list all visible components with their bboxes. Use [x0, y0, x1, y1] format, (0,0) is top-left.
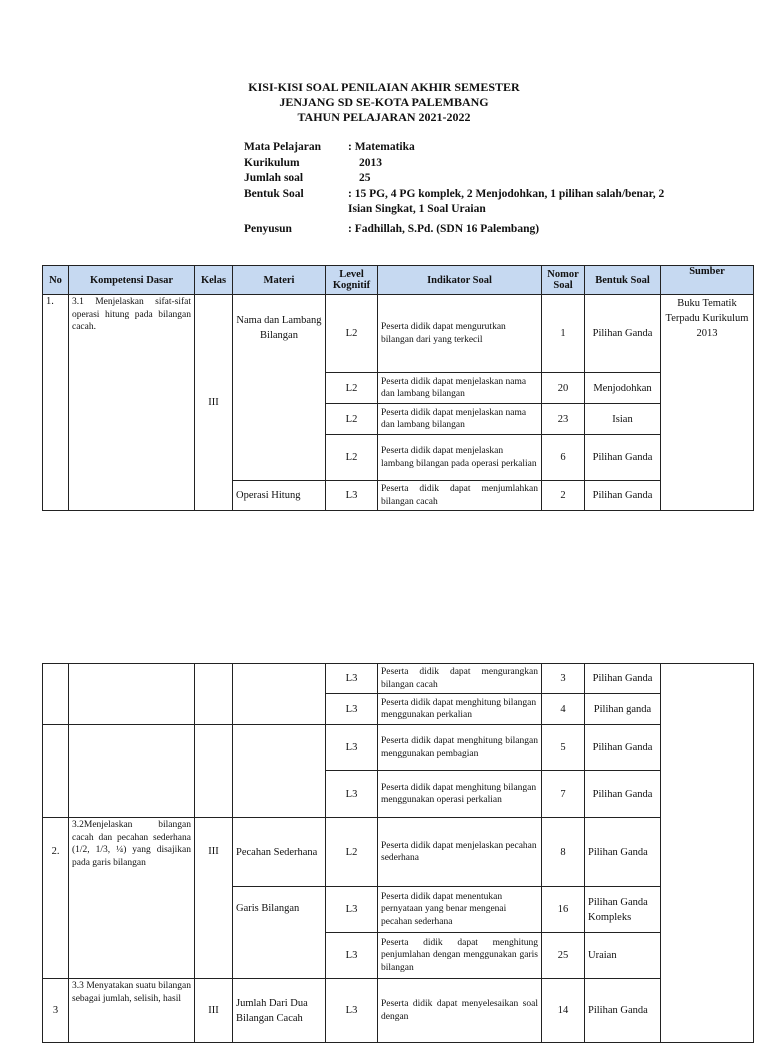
column-header: Level Kognitif — [326, 266, 378, 295]
table-row — [43, 664, 754, 694]
cell-nomor: 3 — [542, 664, 585, 694]
meta-value: 25 — [359, 172, 371, 184]
table-row — [43, 979, 754, 1043]
cell-indikator: Peserta didik dapat menjelaskan pecahan sederhana — [378, 818, 542, 887]
cell-kelas: III — [195, 818, 233, 979]
cell-bentuk: Pilihan Ganda — [585, 481, 661, 511]
kisi-table-page-1 — [42, 265, 754, 511]
cell-nomor: 8 — [542, 818, 585, 887]
cell-indikator: Peserta didik dapat menghitung penjumlahan dengan menggunakan garis bilangan — [378, 933, 542, 979]
cell-no: 3 — [43, 979, 69, 1043]
cell-level: L3 — [326, 887, 378, 933]
cell-materi: Operasi Hitung — [233, 481, 326, 511]
cell-no: 2. — [43, 818, 69, 979]
cell-no — [43, 664, 69, 725]
cell-indikator: Peserta didik dapat menjelaskan nama dan lambang bilangan — [378, 373, 542, 404]
table-row — [43, 725, 754, 771]
cell-indikator: Peserta didik dapat mengurutkan bilangan dari yang terkecil — [378, 295, 542, 373]
cell-indikator: Peserta didik dapat menghitung bilangan menggunakan pembagian — [378, 725, 542, 771]
meta-value: : 15 PG, 4 PG komplek, 2 Menjodohkan, 1 pilihan salah/benar, 2 Isian Singkat, 1 Soal Uraian — [348, 187, 665, 215]
cell-kelas — [195, 725, 233, 818]
column-header: Kompetensi Dasar — [69, 266, 195, 295]
cell-sumber: Buku Tematik Terpadu Kurikulum 2013 — [661, 295, 754, 511]
cell-bentuk: Menjodohkan — [585, 373, 661, 404]
cell-bentuk: Pilihan Ganda — [585, 435, 661, 481]
cell-level: L3 — [326, 694, 378, 725]
cell-level: L3 — [326, 979, 378, 1043]
cell-bentuk: Pilihan Ganda — [585, 664, 661, 694]
title-line-2: JENJANG SD SE-KOTA PALEMBANG — [279, 95, 489, 109]
cell-kd: 3.3 Menyatakan suatu bilangan sebagai jumlah, selisih, hasil — [69, 979, 195, 1043]
cell-nomor: 20 — [542, 373, 585, 404]
cell-indikator: Peserta didik dapat menyelesaikan soal dengan — [378, 979, 542, 1043]
column-header: Nomor Soal — [542, 266, 585, 295]
table-header-row — [43, 266, 754, 295]
column-header: Materi — [233, 266, 326, 295]
meta-label: Mata Pelajaran — [244, 141, 321, 153]
cell-level: L2 — [326, 404, 378, 435]
title-line-1: KISI-KISI SOAL PENILAIAN AKHIR SEMESTER — [248, 80, 520, 94]
document-title — [0, 80, 768, 125]
column-header: Sumber — [661, 266, 754, 295]
meta-label: Kurikulum — [244, 156, 300, 169]
cell-indikator: Peserta didik dapat mengurangkan bilangan cacah — [378, 664, 542, 694]
cell-bentuk: Isian — [585, 404, 661, 435]
cell-bentuk: Pilihan ganda — [585, 694, 661, 725]
cell-nomor: 6 — [542, 435, 585, 481]
cell-materi: Jumlah Dari Dua Bilangan Cacah — [233, 979, 326, 1043]
cell-nomor: 14 — [542, 979, 585, 1043]
meta-value: : Fadhillah, S.Pd. (SDN 16 Palembang) — [348, 222, 540, 235]
cell-indikator: Peserta didik dapat menghitung bilangan menggunakan operasi perkalian — [378, 771, 542, 818]
cell-materi — [233, 725, 326, 818]
cell-bentuk: Pilihan Ganda — [585, 725, 661, 771]
cell-indikator: Peserta didik dapat menjelaskan nama dan lambang bilangan — [378, 404, 542, 435]
cell-level: L2 — [326, 295, 378, 373]
table-row — [43, 295, 754, 373]
cell-level: L3 — [326, 481, 378, 511]
cell-kd: 3.1 Menjelaskan sifat-sifat operasi hitung pada bilangan cacah. — [69, 295, 195, 511]
cell-kelas: III — [195, 295, 233, 511]
cell-indikator: Peserta didik dapat menentukan pernyataan yang benar mengenai pecahan sederhana — [378, 887, 542, 933]
meta-label: Bentuk Soal — [244, 187, 304, 200]
cell-level: L2 — [326, 818, 378, 887]
meta-label: Penyusun — [244, 222, 292, 235]
cell-nomor: 7 — [542, 771, 585, 818]
cell-nomor: 1 — [542, 295, 585, 373]
column-header: Kelas — [195, 266, 233, 295]
cell-level: L3 — [326, 933, 378, 979]
cell-bentuk: Pilihan Ganda — [585, 295, 661, 373]
table-row — [43, 818, 754, 887]
cell-kd — [69, 664, 195, 725]
cell-indikator: Peserta didik dapat menghitung bilangan menggunakan perkalian — [378, 694, 542, 725]
cell-level: L2 — [326, 373, 378, 404]
cell-no: 1. — [43, 295, 69, 511]
cell-materi — [233, 664, 326, 725]
cell-bentuk: Pilihan Ganda Kompleks — [585, 887, 661, 933]
cell-nomor: 23 — [542, 404, 585, 435]
cell-level: L3 — [326, 664, 378, 694]
cell-bentuk: Pilihan Ganda — [585, 771, 661, 818]
cell-materi: Pecahan Sederhana — [233, 818, 326, 887]
cell-kelas: III — [195, 979, 233, 1043]
cell-kelas — [195, 664, 233, 725]
cell-bentuk: Uraian — [585, 933, 661, 979]
cell-level: L2 — [326, 435, 378, 481]
cell-level: L3 — [326, 725, 378, 771]
cell-nomor: 25 — [542, 933, 585, 979]
cell-bentuk: Pilihan Ganda — [585, 979, 661, 1043]
cell-bentuk: Pilihan Ganda — [585, 818, 661, 887]
title-line-3: TAHUN PELAJARAN 2021-2022 — [297, 110, 471, 124]
column-header: No — [43, 266, 69, 295]
meta-value: 2013 — [359, 156, 382, 169]
cell-indikator: Peserta didik dapat menjelaskan lambang bilangan pada operasi perkalian — [378, 435, 542, 481]
meta-label: Jumlah soal — [244, 172, 304, 184]
cell-kd: 3.2Menjelaskan bilangan cacah dan pecahan sederhana (1/2, 1/3, ¼) yang disajikan pada garis bilangan — [69, 818, 195, 979]
cell-nomor: 2 — [542, 481, 585, 511]
meta-value: : Matematika — [348, 141, 415, 153]
kisi-table-page-2 — [42, 663, 754, 1043]
column-header: Bentuk Soal — [585, 266, 661, 295]
cell-nomor: 4 — [542, 694, 585, 725]
cell-nomor: 16 — [542, 887, 585, 933]
cell-level: L3 — [326, 771, 378, 818]
cell-sumber — [661, 664, 754, 1043]
cell-materi: Nama dan Lambang Bilangan — [233, 295, 326, 481]
cell-nomor: 5 — [542, 725, 585, 771]
document-meta — [244, 140, 679, 237]
cell-indikator: Peserta didik dapat menjumlahkan bilangan cacah — [378, 481, 542, 511]
column-header: Indikator Soal — [378, 266, 542, 295]
cell-kd — [69, 725, 195, 818]
cell-materi: Garis Bilangan — [233, 887, 326, 979]
cell-no — [43, 725, 69, 818]
